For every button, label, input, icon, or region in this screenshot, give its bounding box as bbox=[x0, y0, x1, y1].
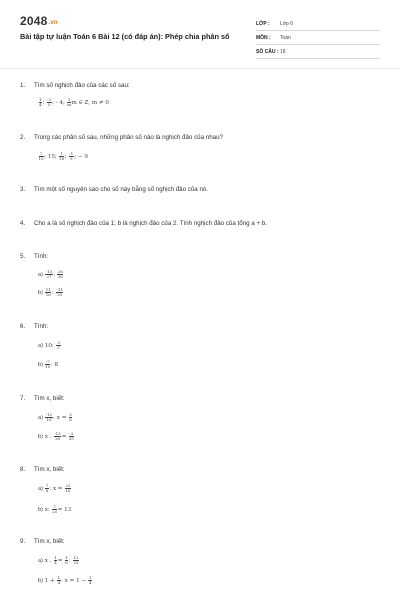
question-7a: a) $\frac{-12}{18}$ . x = $\frac{5}{6}$ bbox=[38, 412, 72, 422]
question-3: 3. Tìm một số nguyên sao cho số này bằng số nghịch đảo của nó. bbox=[20, 186, 209, 193]
question-6b: b) $\frac{-7}{15}$ : 8 bbox=[38, 359, 59, 369]
question-6: 6. Tính: bbox=[20, 323, 49, 330]
question-5a: a) $\frac{-13}{27}$ : $\frac{26}{36}$ bbox=[38, 269, 63, 279]
question-2: 2. Trong các phân số sau, những phân số nào là nghịch đảo của nhau? bbox=[20, 134, 223, 141]
question-8: 8. Tìm x, biết: bbox=[20, 466, 65, 473]
document-meta bbox=[256, 17, 380, 59]
question-4: 4. Cho a là số nghịch đảo của 1; b là nghịch đảo của 2. Tính nghịch đảo của tổng a + b. bbox=[20, 220, 267, 227]
meta-count-row: SỐ CÂU : 18 bbox=[256, 45, 380, 59]
question-1-expression: $\frac{1}{4}$ ; $\frac{-2}{5}$ ; - 4; $\frac{1}{m}$ m ∈ Z, m ≠ 0 bbox=[39, 97, 109, 107]
question-8a: a) $\frac{7}{8}$ : x = $\frac{21}{16}$ bbox=[38, 483, 71, 493]
question-1: 1. Tìm số nghịch đảo của các số sau: bbox=[20, 82, 130, 89]
question-7b: b) x . $\frac{-13}{26}$ = $\frac{-3}{35}$ bbox=[38, 431, 74, 441]
document-title: Bài tập tự luận Toán 6 Bài 12 (có đáp án): Phép chia phân số bbox=[20, 32, 230, 41]
site-logo[interactable]: 2048.vn bbox=[20, 14, 58, 28]
header-divider bbox=[0, 68, 400, 69]
meta-subject-row: MÔN : Toán bbox=[256, 31, 380, 45]
meta-class-row: LỚP : Lớp 6 bbox=[256, 17, 380, 31]
document-header bbox=[20, 14, 380, 64]
question-5: 5. Tính: bbox=[20, 253, 49, 260]
question-9b: b) 1 + $\frac{1}{4}$ . x = 1 − $\frac{1}{4}$ bbox=[38, 575, 92, 585]
question-7: 7. Tìm x, biết: bbox=[20, 395, 65, 402]
question-5b: b) $\frac{11}{16}$ : $\frac{-11}{32}$ bbox=[38, 287, 63, 297]
question-9a: a) x . $\frac{1}{4}$ = $\frac{1}{6}$ : $\frac{12}{25}$ bbox=[38, 555, 79, 565]
question-2-expression: $\frac{7}{15}$ ; 15; $\frac{1}{18}$ ; $\frac{-1}{9}$ ; − 9 bbox=[38, 151, 88, 161]
question-9: 9. Tìm x, biết: bbox=[20, 538, 65, 545]
question-6a: a) 10: $\frac{-2}{5}$ bbox=[38, 340, 61, 350]
question-8b: b) x: $\frac{7}{25}$ = 13 bbox=[38, 504, 72, 514]
